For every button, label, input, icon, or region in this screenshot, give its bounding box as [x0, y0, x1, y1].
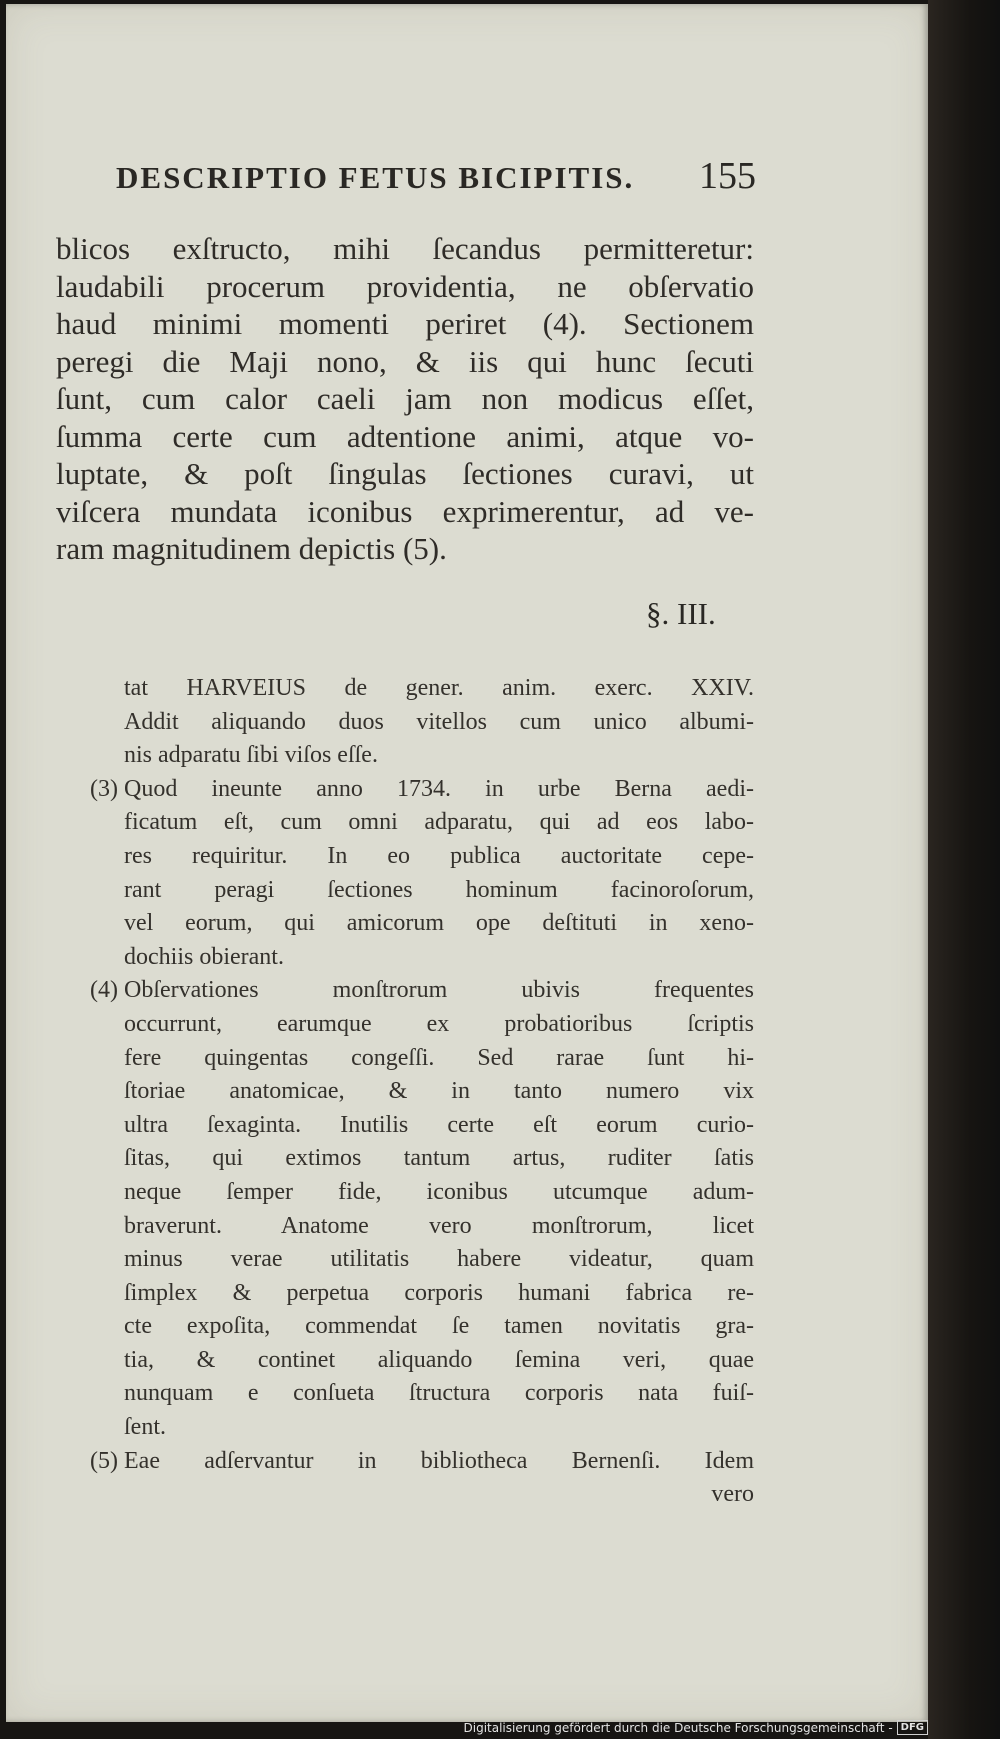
footnote-continuation	[90, 672, 754, 773]
page-number: 155	[699, 155, 756, 197]
footnote-line: minus verae utilitatis habere videatur, quam	[124, 1246, 754, 1273]
footnote-line: ſimplex & perpetua corporis humani fabrica re-	[124, 1279, 754, 1306]
footnote-line: cte expoſita, commendat ſe tamen novitatis gra-	[124, 1313, 754, 1340]
footnote-marker: (4)	[90, 977, 118, 1004]
footnote-line: braverunt. Anatome vero monſtrorum, licet	[124, 1212, 754, 1239]
main-text	[56, 230, 754, 568]
digitization-credit	[464, 1720, 929, 1735]
footnote-line: ficatum eſt, cum omni adparatu, qui ad eos labo-	[124, 809, 754, 836]
main-text-line: laudabili procerum providentia, ne obſervatio	[56, 268, 754, 304]
section-heading: §. III.	[646, 596, 716, 631]
footnote-line: Addit aliquando duos vitellos cum unico albumi-	[124, 708, 754, 735]
footnote-line: ſitas, qui extimos tantum artus, ruditer ſatis	[124, 1145, 754, 1172]
main-text-line: haud minimi momenti periret (4). Sectionem	[56, 306, 754, 341]
book-page	[6, 4, 928, 1722]
footnote-body	[124, 1445, 754, 1512]
footnote-line: tia, & continet aliquando ſemina veri, quae	[124, 1346, 754, 1373]
dfg-logo-icon: DFG	[897, 1720, 928, 1735]
footnote-line: fere quingentas congeſſi. Sed rarae ſunt hi-	[124, 1044, 754, 1071]
book-spine	[928, 0, 1000, 1739]
footnote-line: tat HARVEIUS de gener. anim. exerc. XXIV.	[124, 675, 754, 701]
footnote-3	[90, 773, 754, 975]
main-text-line: ſumma certe cum adtentione animi, atque vo-	[56, 418, 754, 454]
footnote-body	[124, 773, 754, 975]
footnote-marker: (5)	[90, 1447, 118, 1474]
footnote-line: res requiritur. In eo publica auctoritate cepe-	[124, 842, 754, 869]
main-text-line: luptate, & poſt ſingulas ſectiones curavi, ut	[56, 456, 754, 491]
footnote-line: Eae adſervantur in bibliotheca Bernenſi. Idem	[124, 1447, 754, 1474]
footnote-body	[124, 974, 754, 1444]
credit-text: Digitalisierung gefördert durch die Deutsche Forschungsgemeinschaft -	[463, 1720, 893, 1735]
running-title: DESCRIPTIO FETUS BICIPITIS.	[116, 160, 635, 195]
footnote-line: ſtoriae anatomicae, & in tanto numero vix	[124, 1078, 754, 1105]
footnote-line: neque ſemper fide, iconibus utcumque adum-	[124, 1178, 754, 1205]
footnote-line: nunquam e conſueta ſtructura corporis nata fuiſ-	[124, 1380, 754, 1407]
main-text-line: ram magnitudinem depictis (5).	[56, 531, 447, 566]
main-text-line: blicos exſtructo, mihi ſecandus permitteretur:	[56, 231, 754, 266]
footnote-line: occurrunt, earumque ex probatioribus ſcriptis	[124, 1010, 754, 1037]
footnote-line: ſent.	[124, 1414, 166, 1441]
main-text-line: ſunt, cum calor caeli jam non modicus eſſet,	[56, 381, 754, 416]
main-text-line: peregi die Maji nono, & iis qui hunc ſecuti	[56, 343, 754, 379]
main-text-line: viſcera mundata iconibus exprimerentur, ad ve-	[56, 493, 754, 529]
footnotes	[90, 672, 754, 1512]
footnote-5	[90, 1445, 754, 1512]
footnote-line: Quod ineunte anno 1734. in urbe Berna aedi-	[124, 775, 754, 802]
footnote-line: nis adparatu ſibi viſos eſſe.	[124, 742, 378, 769]
footnote-line: ultra ſexaginta. Inutilis certe eſt eorum curio-	[124, 1111, 754, 1138]
footnote-line: rant peragi ſectiones hominum facinoroſorum,	[124, 876, 754, 903]
page-header	[116, 154, 756, 214]
footnote-line: Obſervationes monſtrorum ubivis frequentes	[124, 977, 754, 1004]
footnote-4	[90, 974, 754, 1444]
catchword: vero	[711, 1481, 754, 1508]
footnote-line: vel eorum, qui amicorum ope deſtituti in xeno-	[124, 910, 754, 937]
footnote-marker: (3)	[90, 775, 118, 802]
footnote-line: dochiis obierant.	[124, 943, 284, 970]
